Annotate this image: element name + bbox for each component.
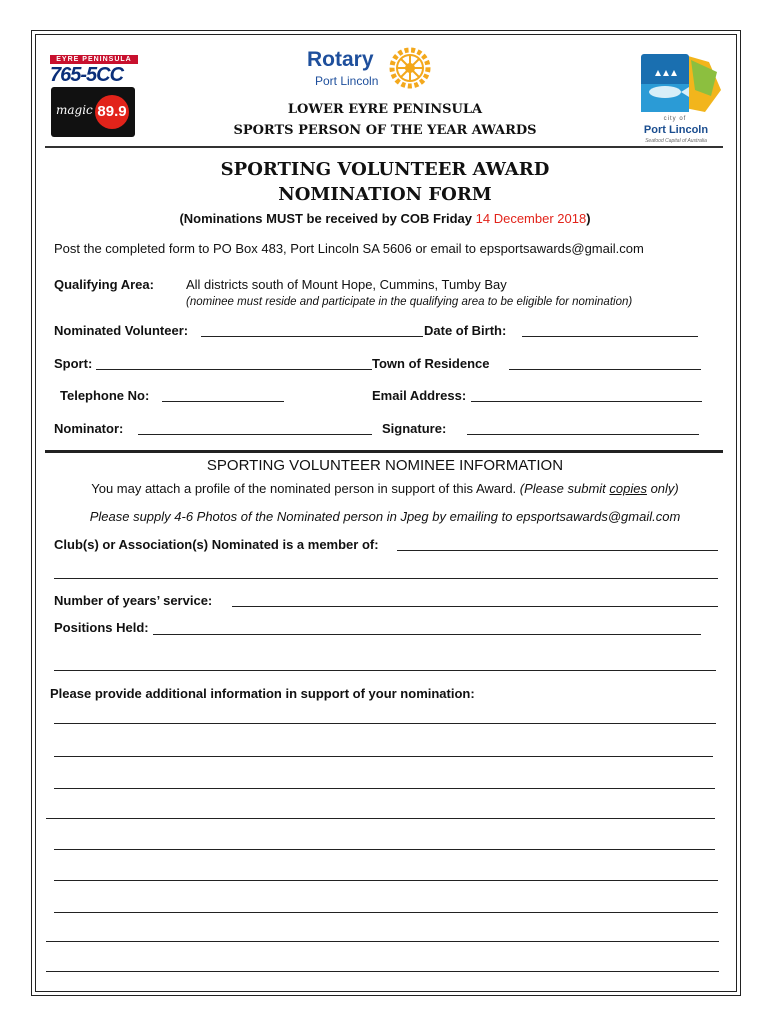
additional-info-line[interactable] [46,941,719,942]
email-label: Email Address: [372,388,467,403]
dob-label: Date of Birth: [424,323,507,338]
email-field[interactable] [471,401,702,402]
nominator-field[interactable] [138,434,372,435]
telephone-label: Telephone No: [60,388,150,403]
additional-info-line[interactable] [46,818,715,819]
section-divider [45,450,723,453]
post-instructions: Post the completed form to PO Box 483, Port Lincoln SA 5606 or email to epsportsawards@gmail.com [54,241,644,256]
telephone-field[interactable] [162,401,284,402]
attach-text-italic [520,481,679,496]
magic-word: magic [56,103,93,117]
form-subtitle: NOMINATION FORM [278,184,492,205]
header-divider [45,146,723,148]
sport-label: Sport: [54,356,93,371]
years-service-field[interactable] [232,606,718,607]
additional-info-line[interactable] [54,912,718,913]
nominated-volunteer-label: Nominated Volunteer: [54,323,189,338]
club-label: Club(s) or Association(s) Nominated is a member of: [54,537,379,552]
additional-info-line[interactable] [54,723,716,724]
deadline-date: 14 December 2018 [475,211,587,226]
additional-info-line[interactable] [54,880,718,881]
attach-italic-pre: (Please submit [519,481,610,496]
rotary-logo [305,44,439,94]
radio-banner: EYRE PENINSULA [50,55,138,64]
header-line-1: LOWER EYRE PENINSULA [287,102,483,117]
rotary-wheel-icon [388,46,432,90]
positions-held-field[interactable] [153,634,701,635]
city-small-text: city of [663,116,687,122]
city-tagline: Seafood Capital of Australia [645,138,707,144]
positions-held-line-2[interactable] [54,670,716,671]
nominated-volunteer-field[interactable] [201,336,423,337]
deadline-suffix: ) [586,211,591,226]
qualifying-area-note: (nominee must reside and participate in the qualifying area to be eligible for nomination) [186,296,633,308]
additional-info-line[interactable] [54,788,715,789]
sport-field[interactable] [96,369,372,370]
additional-info-label: Please provide additional information in support of your nomination: [50,686,475,701]
magic-frequency: 89.9 [95,95,129,129]
additional-info-line[interactable] [46,971,719,972]
club-field[interactable] [397,550,718,551]
nominator-label: Nominator: [54,421,124,436]
attach-profile-text [0,481,770,496]
rotary-word: Rotary [307,48,374,71]
dob-field[interactable] [522,336,698,337]
positions-held-label: Positions Held: [54,620,149,635]
attach-text-main: You may attach a profile of the nominated person in support of this Award. [91,481,517,496]
additional-info-line[interactable] [54,849,715,850]
town-label: Town of Residence [372,356,490,371]
city-name: Port Lincoln [643,124,709,136]
club-field-line-2[interactable] [54,578,718,579]
years-service-label: Number of years’ service: [54,593,213,608]
attach-italic-post: only) [646,481,679,496]
qualifying-area-label: Qualifying Area: [54,277,154,292]
qualifying-area-value: All districts south of Mount Hope, Cummins, Tumby Bay [186,277,507,292]
rotary-sub: Port Lincoln [315,74,379,88]
town-field[interactable] [509,369,701,370]
photos-instructions: Please supply 4-6 Photos of the Nominated person in Jpeg by emailing to epsportsawards@gmail.com [89,509,681,524]
deadline-notice [0,211,770,226]
form-title: SPORTING VOLUNTEER AWARD [220,159,550,180]
signature-label: Signature: [382,421,447,436]
radio-765-5cc-logo [50,55,138,86]
radio-name: 765-5CC [50,64,124,86]
deadline-prefix: (Nominations MUST be received by COB Friday [179,211,476,226]
attach-copies: copies [609,481,647,496]
signature-field[interactable] [467,434,699,435]
section-title: SPORTING VOLUNTEER NOMINEE INFORMATION [206,457,564,474]
header-line-2: SPORTS PERSON OF THE YEAR AWARDS [233,123,537,138]
additional-info-line[interactable] [54,756,713,757]
